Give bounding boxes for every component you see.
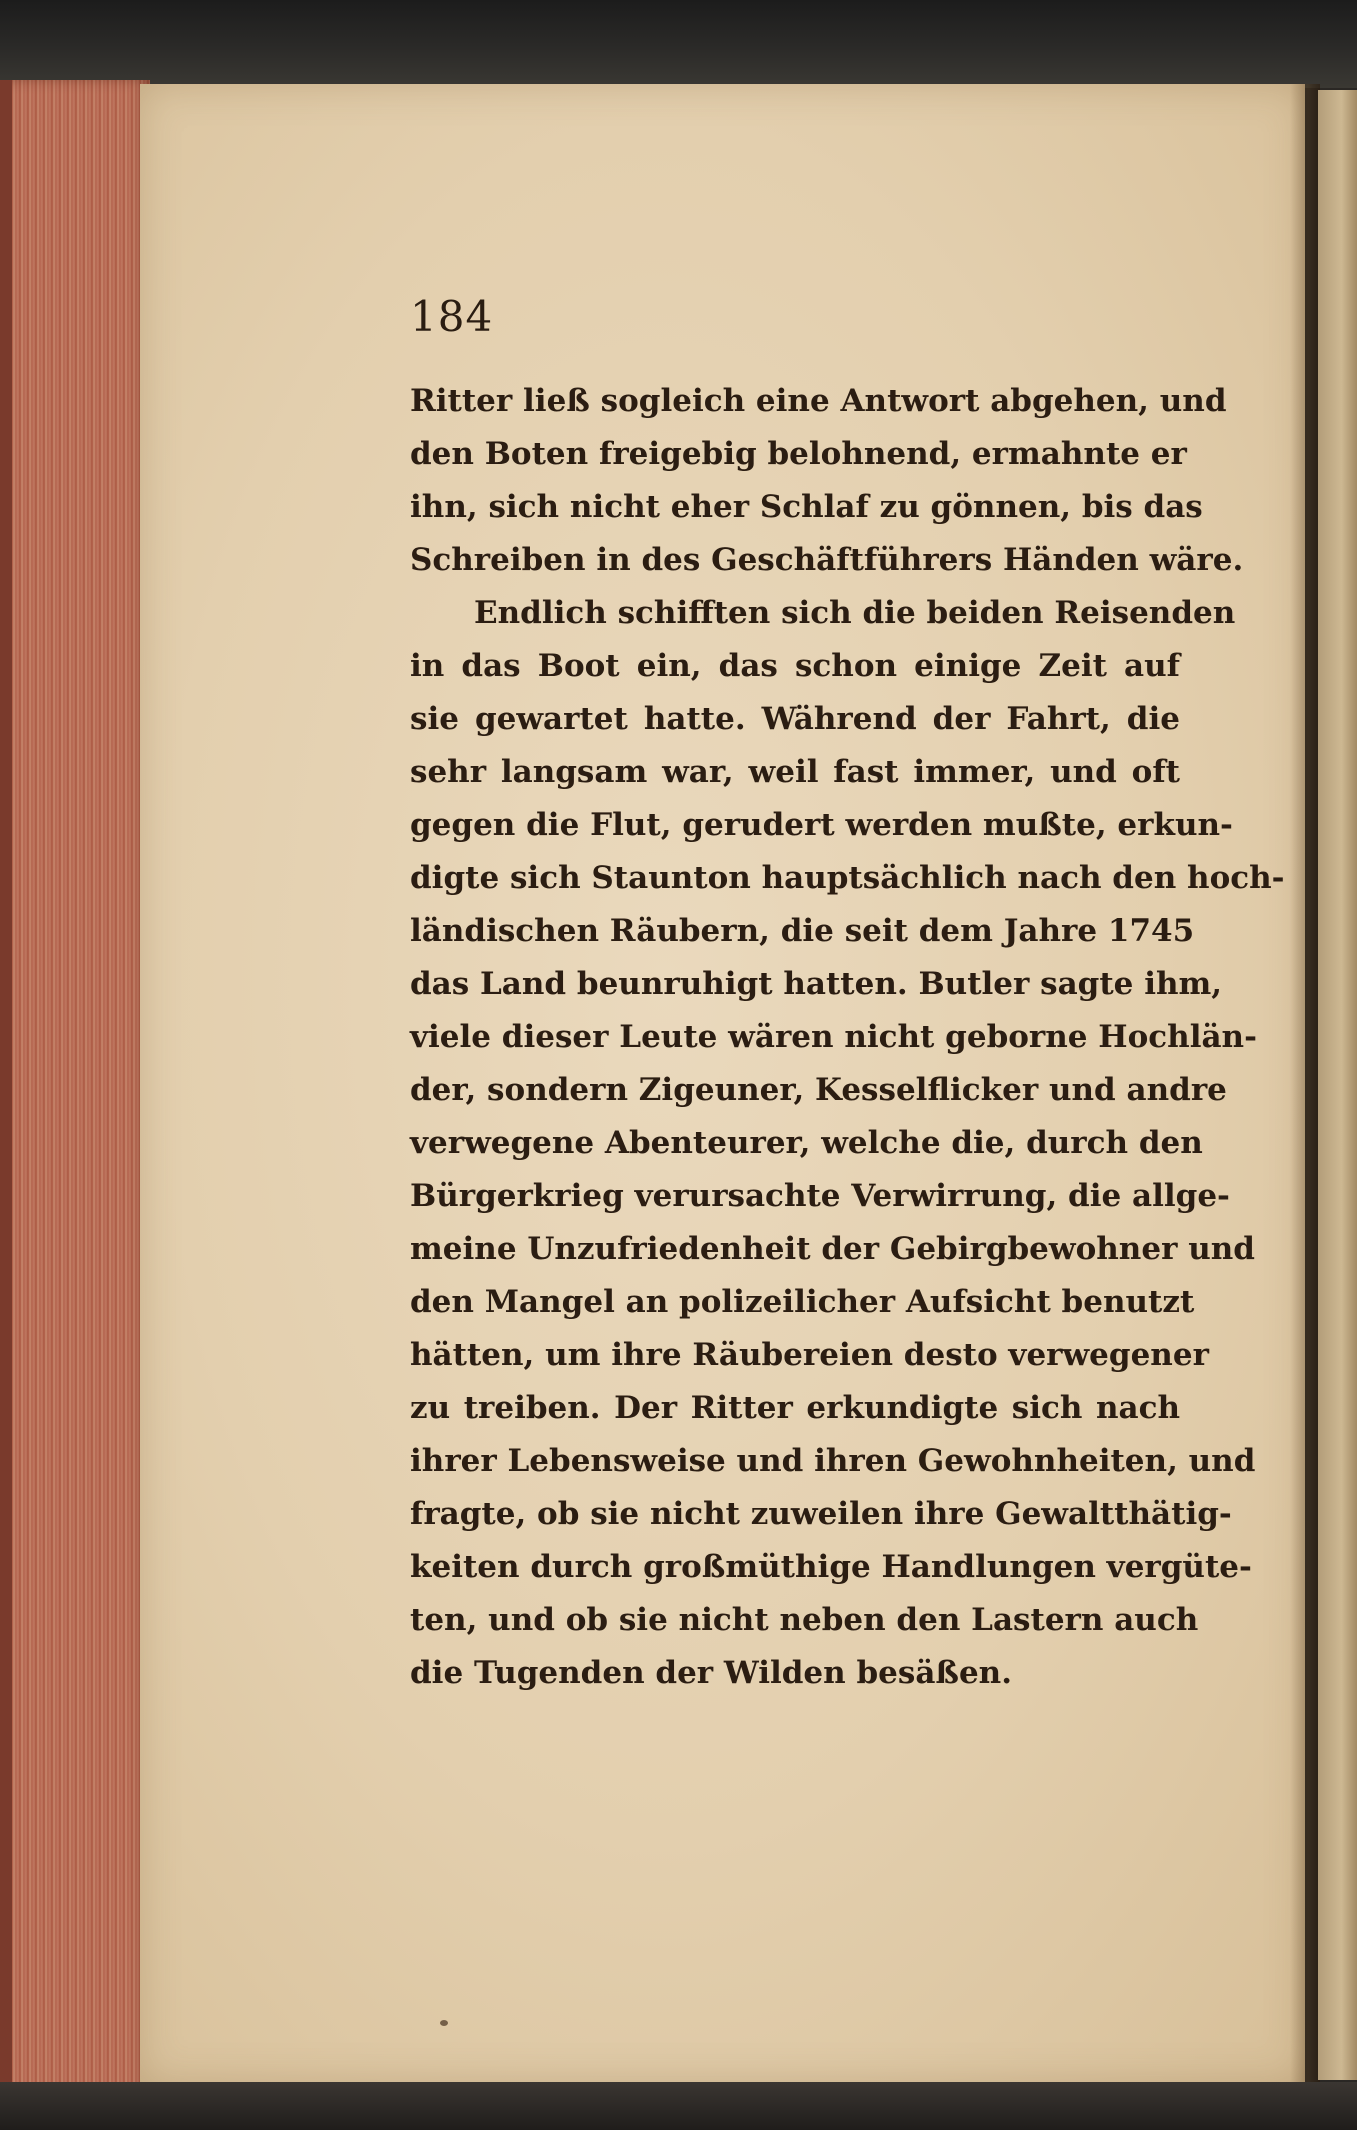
page-text (410, 375, 1285, 1700)
binding-top-edge (0, 0, 1357, 88)
text-line: gegen die Flut, gerudert werden mußte, erkun- (410, 807, 1233, 843)
text-line: ihrer Lebensweise und ihren Gewohnheiten, und (410, 1443, 1256, 1479)
text-line: digte sich Staunton hauptsächlich nach den hoch- (410, 860, 1285, 896)
page-edges-stack (0, 80, 150, 2095)
text-line: viele dieser Leute wären nicht geborne Hochlän- (410, 1019, 1257, 1055)
text-line: verwegene Abenteurer, welche die, durch den (410, 1125, 1203, 1161)
ink-speck (440, 2020, 448, 2026)
text-line: Endlich schifften sich die beiden Reisenden (474, 595, 1236, 631)
text-line: die Tugenden der Wilden besäßen. (410, 1655, 1013, 1691)
page-number: 184 (410, 292, 494, 341)
page-gutter (1290, 84, 1320, 2084)
text-line: keiten durch großmüthige Handlungen vergüte- (410, 1549, 1252, 1585)
text-line: das Land beunruhigt hatten. Butler sagte ihm, (410, 966, 1223, 1002)
text-line: Ritter ließ sogleich eine Antwort abgehen, und (410, 383, 1227, 419)
text-line: den Mangel an polizeilicher Aufsicht benutzt (410, 1284, 1195, 1320)
facing-page-edge (1318, 90, 1357, 2080)
text-line: sehr langsam war, weil fast immer, und oft (410, 754, 1180, 790)
text-line: meine Unzufriedenheit der Gebirgbewohner und (410, 1231, 1255, 1267)
text-line: der, sondern Zigeuner, Kesselflicker und andre (410, 1072, 1227, 1108)
text-line: zu treiben. Der Ritter erkundigte sich nach (410, 1390, 1180, 1426)
text-line: in das Boot ein, das schon einige Zeit auf (410, 648, 1180, 684)
text-line: ihn, sich nicht eher Schlaf zu gönnen, bis das (410, 489, 1203, 525)
text-line: fragte, ob sie nicht zuweilen ihre Gewaltthätig- (410, 1496, 1232, 1532)
binding-bottom-edge (0, 2082, 1357, 2130)
text-line: Bürgerkrieg verursachte Verwirrung, die allge- (410, 1178, 1230, 1214)
text-line: sie gewartet hatte. Während der Fahrt, die (410, 701, 1180, 737)
text-line: ländischen Räubern, die seit dem Jahre 1745 (410, 913, 1195, 949)
text-line: Schreiben in des Geschäftführers Händen wäre. (410, 542, 1244, 578)
text-line: ten, und ob sie nicht neben den Lastern auch (410, 1602, 1199, 1638)
text-line: hätten, um ihre Räubereien desto verwegener (410, 1337, 1209, 1373)
text-line: den Boten freigebig belohnend, ermahnte er (410, 436, 1187, 472)
